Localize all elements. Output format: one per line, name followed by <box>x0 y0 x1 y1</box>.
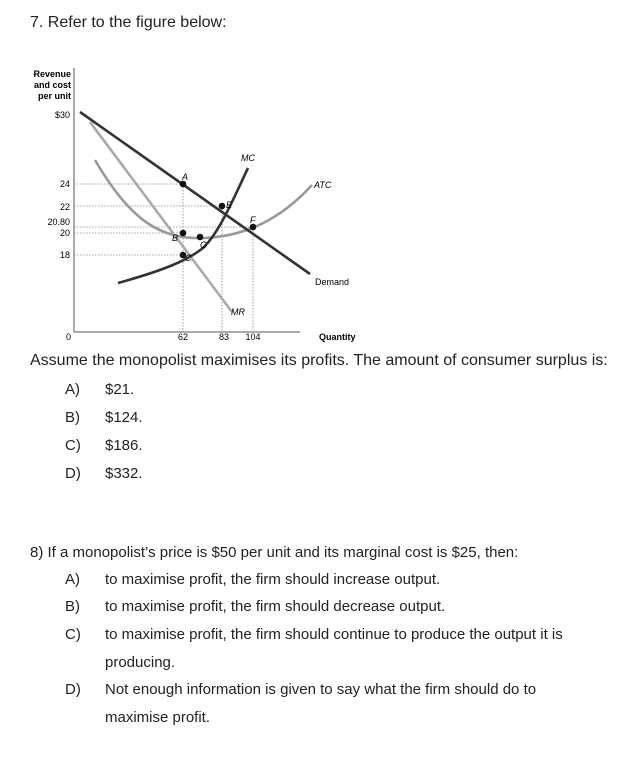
y-tick-20-80: 20.80 <box>47 217 70 227</box>
choice-text: $21. <box>105 381 135 398</box>
choice-text: to maximise profit, the firm should decrease output. <box>105 598 446 615</box>
choice-text: $124. <box>105 409 143 426</box>
q8-choice-c[interactable] <box>65 621 610 675</box>
y-axis-label-line-3: per unit <box>38 91 71 101</box>
choice-text: $332. <box>105 465 143 482</box>
y-axis-label-line-2: and cost <box>33 80 71 90</box>
q8-choice-a[interactable] <box>65 566 610 593</box>
mr-curve <box>90 122 232 312</box>
question-7-text: Assume the monopolist maximises its profits. The amount of consumer surplus is: <box>30 352 608 369</box>
q8-choice-d[interactable] <box>65 676 610 730</box>
origin-label: 0 <box>66 332 72 342</box>
choice-letter: B) <box>65 598 80 615</box>
choice-letter: C) <box>65 626 81 643</box>
x-tick-62: 62 <box>177 332 189 342</box>
y-tick-20: 20 <box>59 228 70 238</box>
choice-letter: D) <box>65 681 81 698</box>
choice-text: $186. <box>105 437 143 454</box>
point-b-label: B <box>172 233 179 243</box>
point-c-label: C <box>185 253 192 263</box>
point-e <box>219 203 226 210</box>
x-tick-104: 104 <box>245 332 261 342</box>
point-e-label: E <box>226 200 233 210</box>
atc-label: ATC <box>314 180 332 190</box>
y-tick-22: 22 <box>59 202 70 212</box>
y-tick-18: 18 <box>59 250 70 260</box>
q7-choice-d[interactable] <box>65 460 365 488</box>
choice-text: to maximise profit, the firm should continue to produce the output it is producing. <box>105 626 563 671</box>
point-g-label: G <box>200 240 208 250</box>
point-f-label: F <box>250 215 256 225</box>
question-8-text: 8) If a monopolist’s price is $50 per unit and its marginal cost is $25, then: <box>30 544 519 561</box>
q8-choice-b[interactable] <box>65 593 610 620</box>
point-a-label: A <box>182 172 189 182</box>
mr-label: MR <box>231 307 245 317</box>
monopoly-figure <box>0 60 400 345</box>
y-tick-24: 24 <box>59 179 70 189</box>
q7-choice-c[interactable] <box>65 432 365 460</box>
question-7-heading: 7. Refer to the figure below: <box>30 14 227 31</box>
demand-curve <box>80 112 310 274</box>
x-tick-83: 83 <box>218 332 230 342</box>
y-tick-30: $30 <box>54 110 70 120</box>
choice-text: to maximise profit, the firm should increase output. <box>105 571 441 588</box>
choice-letter: D) <box>65 465 81 482</box>
choice-letter: C) <box>65 437 81 454</box>
choice-letter: A) <box>65 571 80 588</box>
q7-choice-b[interactable] <box>65 404 365 432</box>
q7-choice-a[interactable] <box>65 376 365 404</box>
y-axis-label-line-1: Revenue <box>33 69 71 79</box>
mc-label: MC <box>241 153 255 163</box>
choice-letter: B) <box>65 409 80 426</box>
x-axis-label: Quantity <box>319 332 356 342</box>
demand-label: Demand <box>315 277 350 287</box>
choice-letter: A) <box>65 381 80 398</box>
choice-text: Not enough information is given to say what the firm should do to maximise profit. <box>105 681 537 726</box>
point-b <box>180 230 187 237</box>
